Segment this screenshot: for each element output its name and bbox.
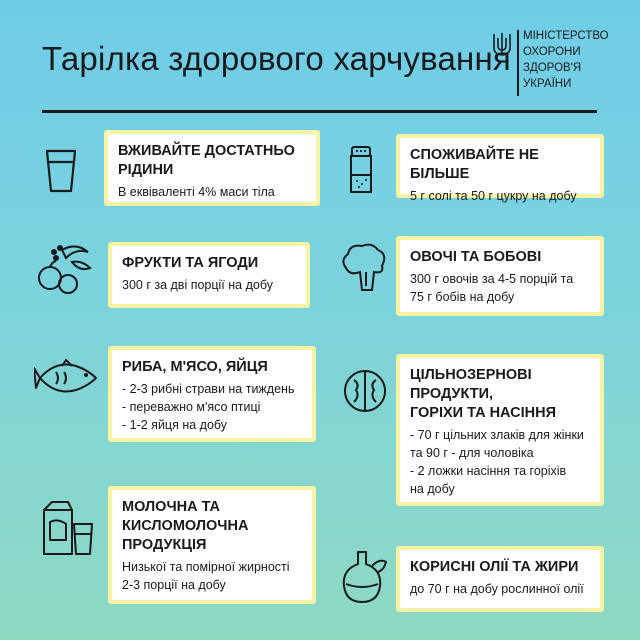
card-dairy: [108, 486, 316, 604]
card-title: [118, 142, 306, 180]
card-water: [104, 130, 320, 206]
ministry-line: ОХОРОНИ: [523, 46, 581, 58]
page-title: Тарілка здорового харчування: [42, 40, 511, 77]
card-fish: [108, 346, 316, 442]
walnut-icon: [342, 368, 388, 414]
card-text: Низької та помірної жирності: [122, 560, 290, 574]
title-line: МОЛОЧНА ТА: [122, 499, 221, 515]
card-text: - 2 ложки насіння та горіхів: [410, 464, 567, 478]
card-salt: [396, 134, 604, 203]
card-title: [122, 498, 302, 555]
card-grains: [396, 354, 604, 506]
title-line: КИСЛОМОЛОЧНА: [122, 518, 249, 534]
card-text: 75 г бобів на добу: [410, 290, 515, 304]
card-text: та 90 г - для чоловіка: [410, 446, 534, 460]
card-text: 300 г за дві порції на добу: [122, 278, 273, 292]
card-title: КОРИСНІ ОЛІЇ ТА ЖИРИ: [410, 559, 579, 575]
card-text: 300 г овочів за 4-5 порцій та: [410, 272, 574, 286]
title-line: ГОРІХИ ТА НАСІННЯ: [410, 405, 557, 421]
title-line: ЦІЛЬНОЗЕРНОВІ: [410, 367, 532, 383]
salt-shaker-icon: [348, 145, 374, 195]
card-vegetables: [396, 236, 604, 316]
card-text: на добу: [410, 482, 455, 496]
broccoli-icon: [338, 240, 388, 296]
card-text: - переважно м'ясо птиці: [122, 400, 261, 414]
card-text: - 70 г цільних злаків для жінки: [410, 428, 584, 442]
water-glass-icon: [44, 148, 78, 194]
card-text: до 70 г на добу рослинної олії: [410, 582, 584, 596]
ministry-line: УКРАЇНИ: [523, 78, 572, 90]
card-fruits: [108, 242, 310, 308]
title-line: ПРОДУКТИ,: [410, 386, 494, 402]
title-line: РІДИНИ: [118, 162, 174, 178]
card-title: СПОЖИВАЙТЕ НЕ БІЛЬШЕ: [410, 147, 539, 182]
fish-icon: [34, 358, 100, 398]
card-title: [410, 366, 590, 423]
card-text: - 2-3 рибні страви на тиждень: [122, 382, 295, 396]
card-text: 5 г солі та 50 г цукру на добу: [410, 189, 577, 203]
ministry-logo: [492, 30, 612, 100]
ministry-line: ЗДОРОВ'Я: [523, 62, 582, 74]
milk-carton-icon: [38, 500, 94, 556]
card-title: ОВОЧІ ТА БОБОВІ: [410, 249, 542, 265]
card-text: - 1-2 яйця на добу: [122, 418, 228, 432]
title-line: ПРОДУКЦІЯ: [122, 537, 207, 553]
trident-icon: [492, 32, 512, 58]
card-oils: [396, 546, 604, 612]
ministry-line: МІНІСТЕРСТВО: [523, 30, 609, 42]
card-text: В еквіваленті 4% маси тіла: [118, 185, 275, 199]
card-title: ФРУКТИ ТА ЯГОДИ: [122, 255, 259, 271]
title-line: ВЖИВАЙТЕ ДОСТАТНЬО: [118, 143, 295, 159]
ministry-name: [523, 28, 609, 92]
fruits-icon: [32, 238, 94, 298]
header-divider: [42, 110, 597, 113]
card-text: 2-3 порції на добу: [122, 578, 226, 592]
card-title: РИБА, М'ЯСО, ЯЙЦЯ: [122, 359, 268, 375]
oil-bottle-icon: [338, 548, 390, 604]
ministry-divider: [517, 30, 519, 96]
